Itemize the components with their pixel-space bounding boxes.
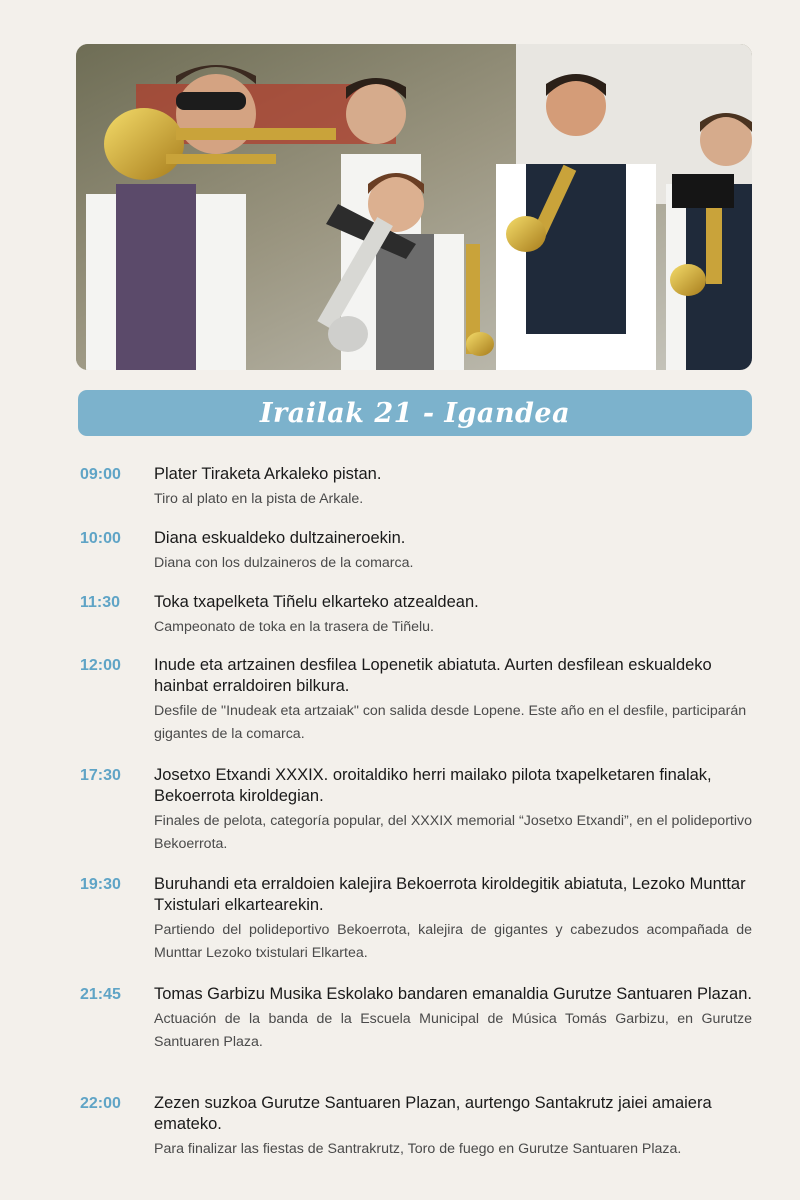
event-title-basque: Diana eskualdeko dultzaineroekin.	[154, 529, 406, 547]
event-title-basque: Buruhandi eta erraldoien kalejira Bekoerrota kiroldegitik abiatuta, Lezoko Munttar Txistulari elkartearekin.	[154, 875, 746, 914]
event-title-basque: Toka txapelketa Tiñelu elkarteko atzealdean.	[154, 593, 479, 611]
event-time: 09:00	[80, 466, 121, 483]
event-time: 19:30	[80, 876, 121, 893]
event-title-spanish: Campeonato de toka en la trasera de Tiñelu.	[154, 619, 434, 635]
event-title-basque: Tomas Garbizu Musika Eskolako bandaren emanaldia Gurutze Santuaren Plazan.	[154, 985, 752, 1003]
event-title-spanish: Finales de pelota, categoría popular, del XXXIX memorial “Josetxo Etxandi”, en el polideportivo Bekoerrota.	[154, 813, 752, 852]
event-time: 21:45	[80, 986, 121, 1003]
event-title-spanish: Tiro al plato en la pista de Arkale.	[154, 491, 364, 507]
event-title-spanish: Desfile de "Inudeak eta artzaiak" con salida desde Lopene. Este año en el desfile, participarán gigantes de la comarca.	[154, 703, 747, 742]
event-time: 11:30	[80, 594, 121, 611]
event-time: 17:30	[80, 767, 121, 784]
event-title-basque: Josetxo Etxandi XXXIX. oroitaldiko herri mailako pilota txapelketaren finalak, Bekoerrota kiroldegian.	[154, 766, 712, 805]
event-title-basque: Plater Tiraketa Arkaleko pistan.	[154, 465, 382, 483]
event-time: 12:00	[80, 657, 121, 674]
event-time: 22:00	[80, 1095, 121, 1112]
event-title-basque: Inude eta artzainen desfilea Lopenetik abiatuta. Aurten desfilean eskualdeko hainbat erraldoiren bilkura.	[154, 656, 712, 695]
event-title-spanish: Diana con los dulzaineros de la comarca.	[154, 555, 414, 571]
event-title-spanish: Partiendo del polideportivo Bekoerrota, kalejira de gigantes y cabezudos acompañada de Munttar Lezoko txistulari Elkartea.	[154, 922, 752, 961]
event-time: 10:00	[80, 530, 121, 547]
event-title-basque: Zezen suzkoa Gurutze Santuaren Plazan, aurtengo Santakrutz jaiei amaiera emateko.	[154, 1094, 712, 1133]
day-title: Irailak 21 - Igandea	[259, 397, 571, 429]
event-title-spanish: Para finalizar las fiestas de Santrakrutz, Toro de fuego en Gurutze Santuaren Plaza.	[154, 1141, 682, 1157]
event-title-spanish: Actuación de la banda de la Escuela Municipal de Música Tomás Garbizu, en Gurutze Santuaren Plaza.	[154, 1011, 752, 1050]
